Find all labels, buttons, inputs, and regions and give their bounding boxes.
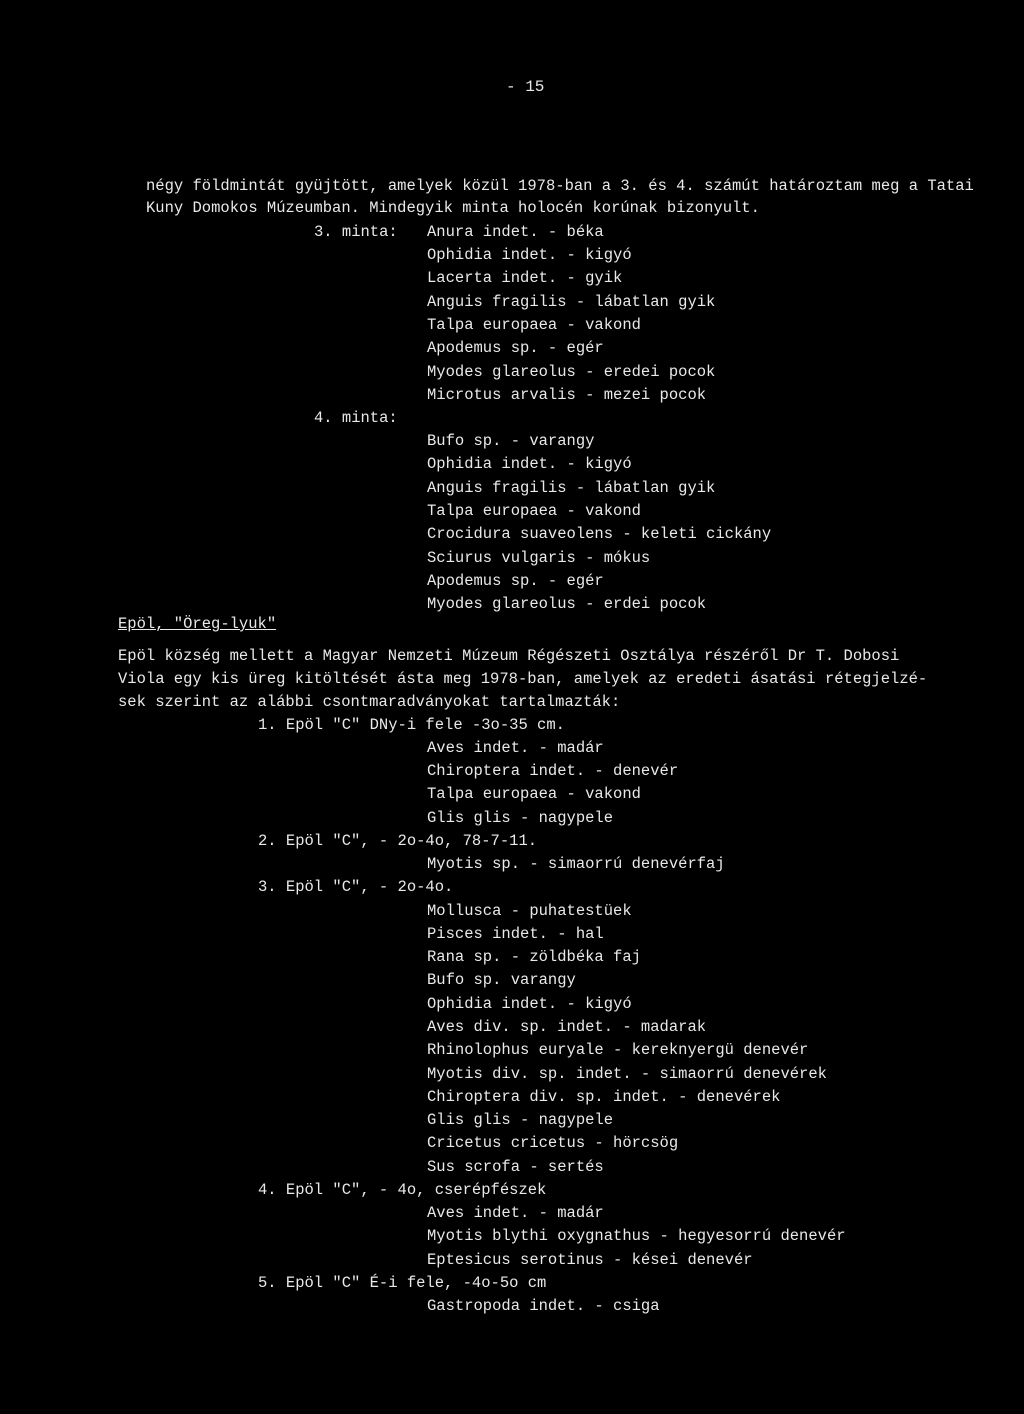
species-item: Anura indet. - béka — [427, 223, 604, 241]
species-item: Myotis blythi oxygnathus - hegyesorrú denevér — [427, 1227, 846, 1245]
species-item: Glis glis - nagypele — [427, 1111, 614, 1129]
species-item: Pisces indet. - hal — [427, 925, 604, 943]
species-item: Mollusca - puhatestüek — [427, 902, 632, 920]
species-item: Bufo sp. - varangy — [427, 432, 595, 450]
species-item: Eptesicus serotinus - kései denevér — [427, 1251, 753, 1269]
species-item: Sus scrofa - sertés — [427, 1158, 604, 1176]
layer-label: 4. Epöl "C", - 4o, cserépfészek — [258, 1181, 547, 1199]
section-heading: Epöl, "Öreg-lyuk" — [118, 615, 277, 633]
species-item: Myotis div. sp. indet. - simaorrú denevérek — [427, 1065, 827, 1083]
species-item: Rana sp. - zöldbéka faj — [427, 948, 641, 966]
paragraph-line: sek szerint az alábbi csontmaradványokat tartalmazták: — [118, 693, 621, 711]
species-item: Chiroptera div. sp. indet. - denevérek — [427, 1088, 781, 1106]
paragraph-line: Epöl község mellett a Magyar Nemzeti Múzeum Régészeti Osztálya részéről Dr T. Dobosi — [118, 647, 900, 665]
layer-label: 1. Epöl "C" DNy-i fele -3o-35 cm. — [258, 716, 565, 734]
species-item: Microtus arvalis - mezei pocok — [427, 386, 707, 404]
paragraph-line: Viola egy kis üreg kitöltését ásta meg 1978-ban, amelyek az eredeti ásatási rétegjelzé- — [118, 670, 928, 688]
sample3-label: 3. minta: — [314, 223, 398, 241]
species-item: Ophidia indet. - kigyó — [427, 995, 632, 1013]
species-item: Apodemus sp. - egér — [427, 572, 604, 590]
species-item: Aves indet. - madár — [427, 1204, 604, 1222]
species-item: Aves indet. - madár — [427, 739, 604, 757]
species-item: Anguis fragilis - lábatlan gyik — [427, 293, 716, 311]
species-item: Gastropoda indet. - csiga — [427, 1297, 660, 1315]
species-item: Talpa europaea - vakond — [427, 502, 641, 520]
species-item: Talpa europaea - vakond — [427, 316, 641, 334]
species-item: Chiroptera indet. - denevér — [427, 762, 679, 780]
species-item: Bufo sp. varangy — [427, 971, 576, 989]
species-item: Myodes glareolus - eredei pocok — [427, 363, 716, 381]
intro-line: Kuny Domokos Múzeumban. Mindegyik minta holocén korúnak bizonyult. — [146, 199, 760, 217]
species-item: Anguis fragilis - lábatlan gyik — [427, 479, 716, 497]
species-item: Rhinolophus euryale - kereknyergü denevér — [427, 1041, 809, 1059]
layer-label: 2. Epöl "C", - 2o-4o, 78-7-11. — [258, 832, 538, 850]
species-item: Talpa europaea - vakond — [427, 785, 641, 803]
layer-label: 5. Epöl "C" É-i fele, -4o-5o cm — [258, 1274, 547, 1292]
species-item: Cricetus cricetus - hörcsög — [427, 1134, 679, 1152]
species-item: Ophidia indet. - kigyó — [427, 455, 632, 473]
species-item: Myodes glareolus - erdei pocok — [427, 595, 707, 613]
species-item: Myotis sp. - simaorrú denevérfaj — [427, 855, 725, 873]
species-item: Crocidura suaveolens - keleti cickány — [427, 525, 772, 543]
species-item: Lacerta indet. - gyik — [427, 269, 623, 287]
layer-label: 3. Epöl "C", - 2o-4o. — [258, 878, 454, 896]
species-item: Aves div. sp. indet. - madarak — [427, 1018, 707, 1036]
species-item: Ophidia indet. - kigyó — [427, 246, 632, 264]
intro-line: négy földmintát gyüjtött, amelyek közül 1978-ban a 3. és 4. számút határoztam meg a Tatai — [146, 177, 974, 195]
sample4-label: 4. minta: — [314, 409, 398, 427]
species-item: Apodemus sp. - egér — [427, 339, 604, 357]
page-number: - 15 — [506, 78, 545, 96]
species-item: Glis glis - nagypele — [427, 809, 614, 827]
species-item: Sciurus vulgaris - mókus — [427, 549, 651, 567]
